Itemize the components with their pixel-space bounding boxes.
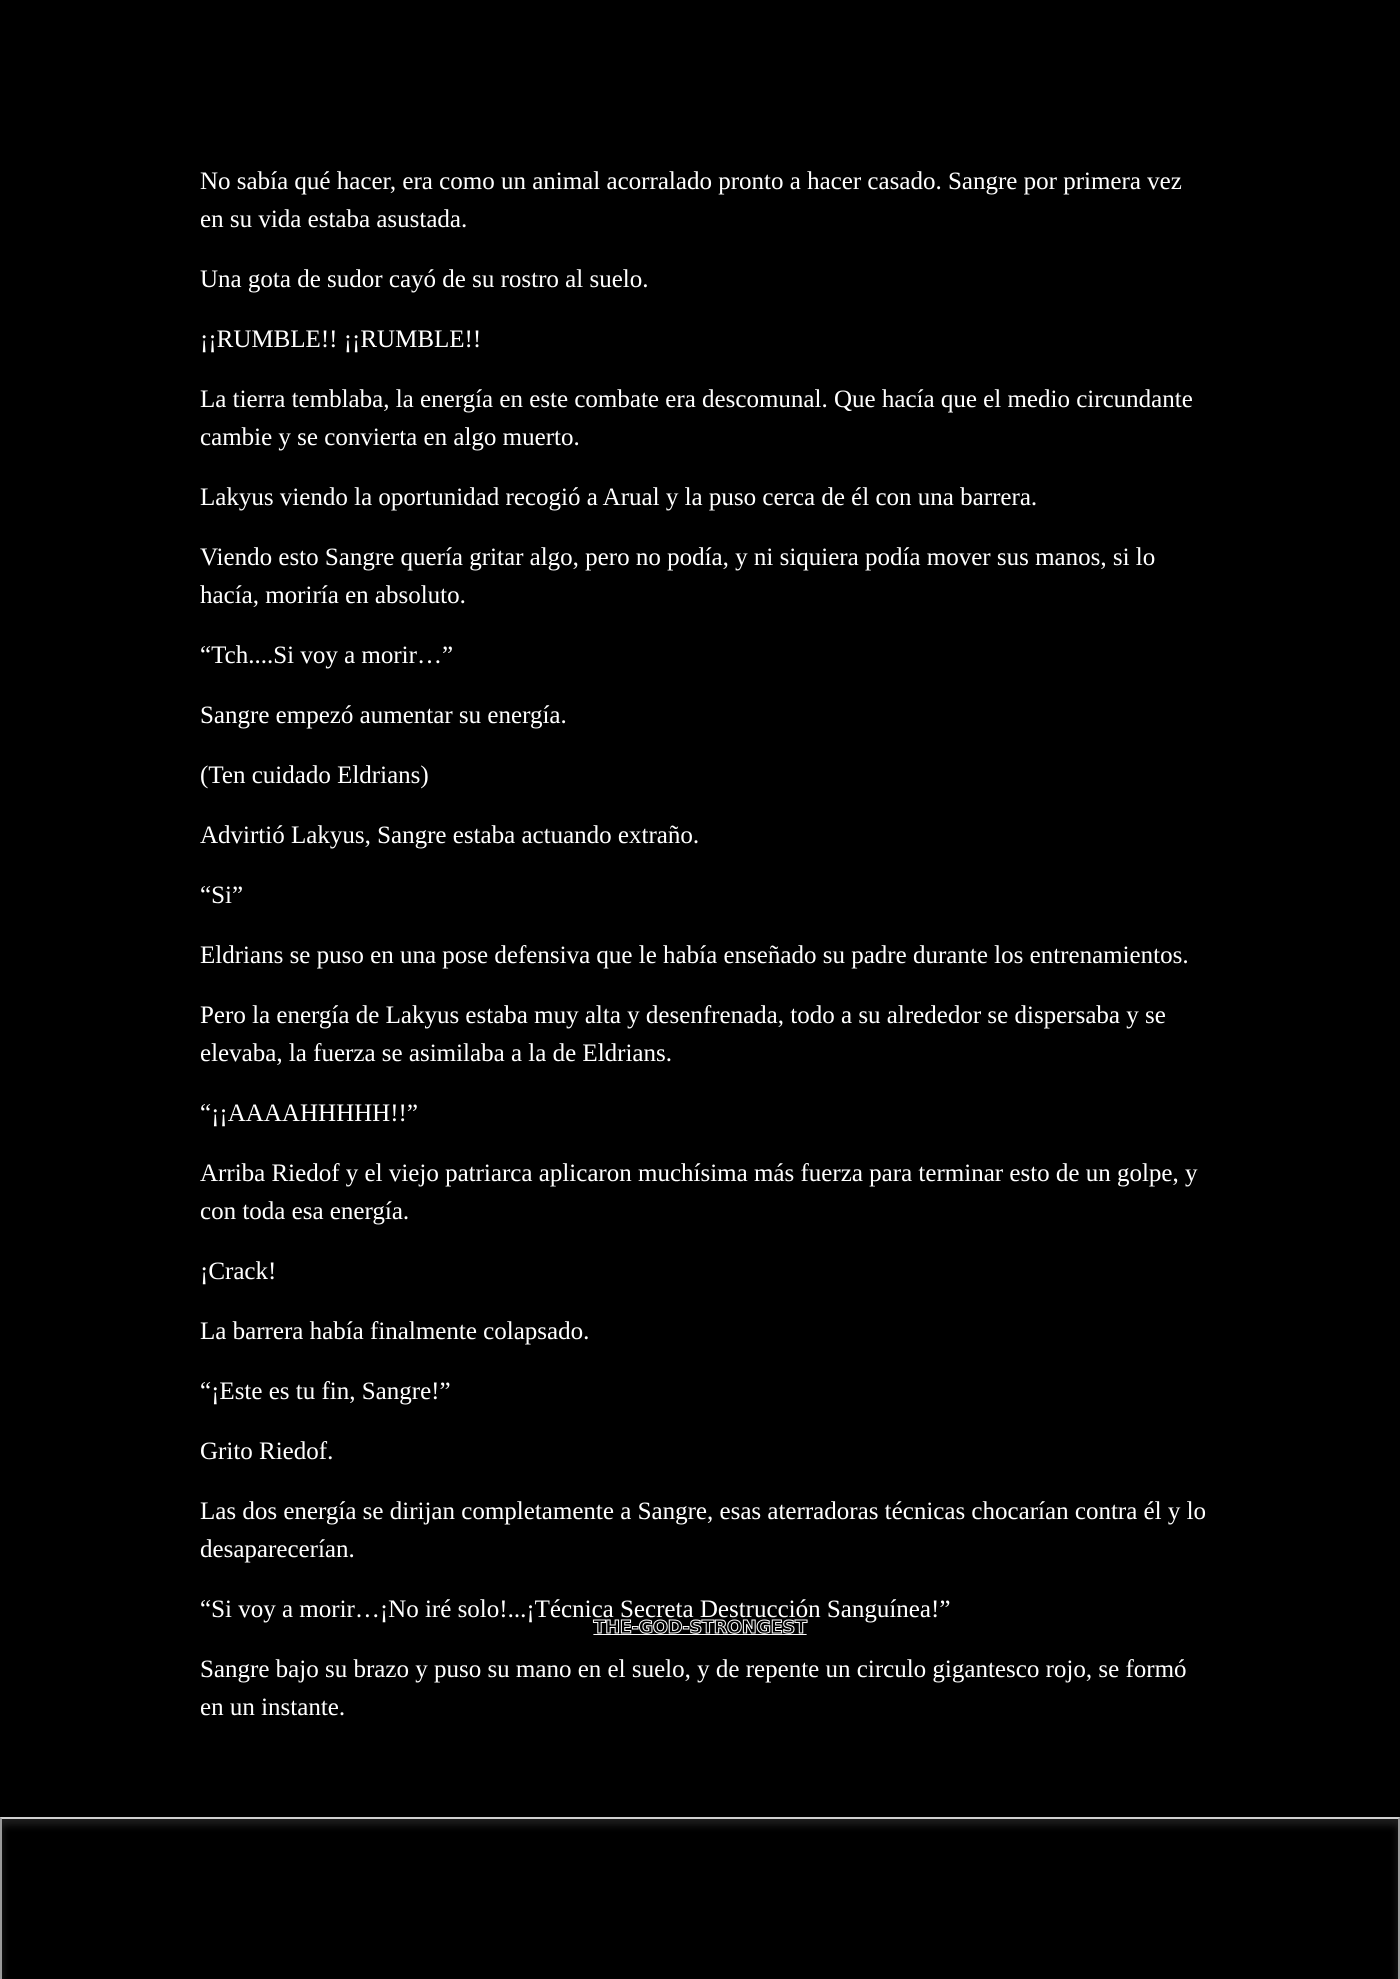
paragraph: Advirtió Lakyus, Sangre estaba actuando extraño. [200, 822, 700, 849]
paragraph: Una gota de sudor cayó de su rostro al suelo. [200, 266, 649, 293]
paragraph: Viendo esto Sangre quería gritar algo, pero no podía, y ni siquiera podía mover sus manos, si lo hacía, moriría en absoluto. [200, 544, 1156, 609]
paragraph: Lakyus viendo la oportunidad recogió a Arual y la puso cerca de él con una barrera. [200, 484, 1038, 511]
paragraph: ¡¡RUMBLE!! ¡¡RUMBLE!! [200, 326, 482, 353]
paragraph: ¡Crack! [200, 1258, 277, 1285]
paragraph: Grito Riedof. [200, 1438, 334, 1465]
paragraph: La barrera había finalmente colapsado. [200, 1318, 590, 1345]
story-text [200, 163, 1210, 1749]
paragraph: Pero la energía de Lakyus estaba muy alta y desenfrenada, todo a su alrededor se dispersaba y se elevaba, la fuerza se asimilaba a la de Eldrians. [200, 1002, 1166, 1067]
paragraph: Sangre bajo su brazo y puso su mano en el suelo, y de repente un circulo gigantesco rojo, se formó en un instante. [200, 1656, 1187, 1721]
paragraph: “¡Este es tu fin, Sangre!” [200, 1378, 451, 1405]
paragraph: “Si voy a morir…¡No iré solo!...¡Técnica Secreta Destrucción Sanguínea!” [200, 1596, 951, 1623]
paragraph: “Tch....Si voy a morir…” [200, 642, 454, 669]
paragraph: No sabía qué hacer, era como un animal acorralado pronto a hacer casado. Sangre por primera vez en su vida estaba asustada. [200, 168, 1182, 233]
paragraph: Arriba Riedof y el viejo patriarca aplicaron muchísima más fuerza para terminar esto de un golpe, y con toda esa energía. [200, 1160, 1198, 1225]
paragraph: Eldrians se puso en una pose defensiva que le había enseñado su padre durante los entrenamientos. [200, 942, 1189, 969]
paragraph: “Si” [200, 882, 244, 909]
paragraph: Sangre empezó aumentar su energía. [200, 702, 567, 729]
watermark-text: THE-GOD-STRONGEST [593, 1617, 807, 1638]
paragraph: La tierra temblaba, la energía en este combate era descomunal. Que hacía que el medio circundante cambie y se convierta en algo muerto. [200, 386, 1193, 451]
paragraph: “¡¡AAAAHHHHH!!” [200, 1100, 418, 1127]
paragraph: (Ten cuidado Eldrians) [200, 762, 429, 789]
footer-panel [0, 1817, 1400, 1979]
paragraph: Las dos energía se dirijan completamente a Sangre, esas aterradoras técnicas chocarían contra él y lo desaparecerían. [200, 1498, 1207, 1563]
